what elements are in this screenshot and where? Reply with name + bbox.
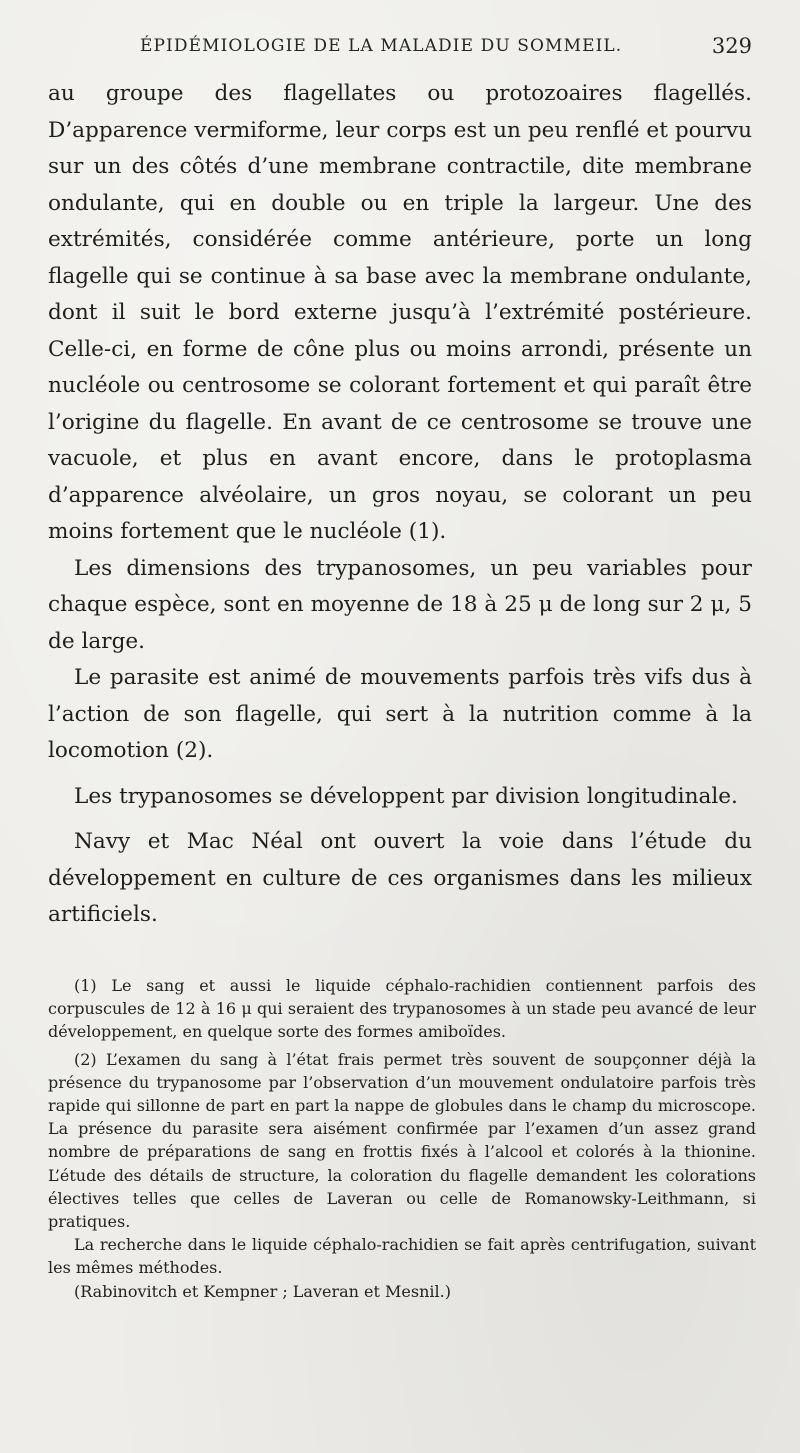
paragraph-movement: Le parasite est animé de mouvements parfois très vifs dus à l’action de son flagelle, qui sert à la nutrition comme à la locomotion (2). [48,665,752,763]
paragraph-continuation: au groupe des flagellates ou protozoaires flagellés. D’apparence vermiforme, leur corps est un peu renflé et pourvu sur un des côtés d’une membrane contractile, dite membrane ondulante, qui en double ou en triple la largeur. Une des extrémités, considérée comme antérieure, porte un long flagelle qui se continue à sa base avec la membrane ondulante, dont il suit le bord externe jusqu’à l’extrémité postérieure. Celle-ci, en forme de cône plus ou moins arrondi, présente un nucléole ou centrosome se colorant fortement et qui paraît être l’origine du flagelle. En avant de ce centrosome se trouve une vacuole, et plus en avant encore, dans le protoplasma d’apparence alvéolaire, un gros noyau, se colorant un peu moins fortement que le nucléole (1). [48,81,752,544]
page-number: 329 [711,34,752,58]
footnotes [48,974,756,1303]
running-head [48,36,752,66]
paragraph-division: Les trypanosomes se développent par division longitudinale. [74,783,738,809]
paragraph-dimensions: Les dimensions des trypanosomes, un peu variables pour chaque espèce, sont en moyenne de 18 à 25 μ de long sur 2 μ, 5 de large. [48,555,752,654]
main-text [48,76,752,934]
paragraph-culture: Navy et Mac Néal ont ouvert la voie dans l’étude du développement en culture de ces organismes dans les milieux artificiels. [48,829,752,927]
footnote-2-continuation: La recherche dans le liquide céphalo-rachidien se fait après centrifugation, suivant les mêmes méthodes. [48,1235,756,1278]
footnote-1: (1) Le sang et aussi le liquide céphalo-rachidien contiennent parfois des corpuscules de 12 à 16 μ qui seraient des trypanosomes à un stade peu avancé de leur développement, en quelque sorte des formes amiboïdes. [48,976,756,1042]
running-head-title: ÉPIDÉMIOLOGIE DE LA MALADIE DU SOMMEIL. [140,36,623,56]
footnote-2: (2) L’examen du sang à l’état frais permet très souvent de soupçonner déjà la présence du trypanosome par l’observation d’un mouvement ondulatoire parfois très rapide qui sillonne de part en part la nappe de globules dans le champ du microscope. La présence du parasite sera aisément confirmée par l’examen d’un assez grand nombre de préparations de sang en frottis fixés à l’alcool et colorés à la thionine. L’étude des détails de structure, la coloration du flagelle demandent les colorations électives telles que celles de Laveran ou celle de Romanowsky-Leithmann, si pratiques. [48,1049,756,1232]
footnote-2-references: (Rabinovitch et Kempner ; Laveran et Mesnil.) [74,1281,451,1301]
